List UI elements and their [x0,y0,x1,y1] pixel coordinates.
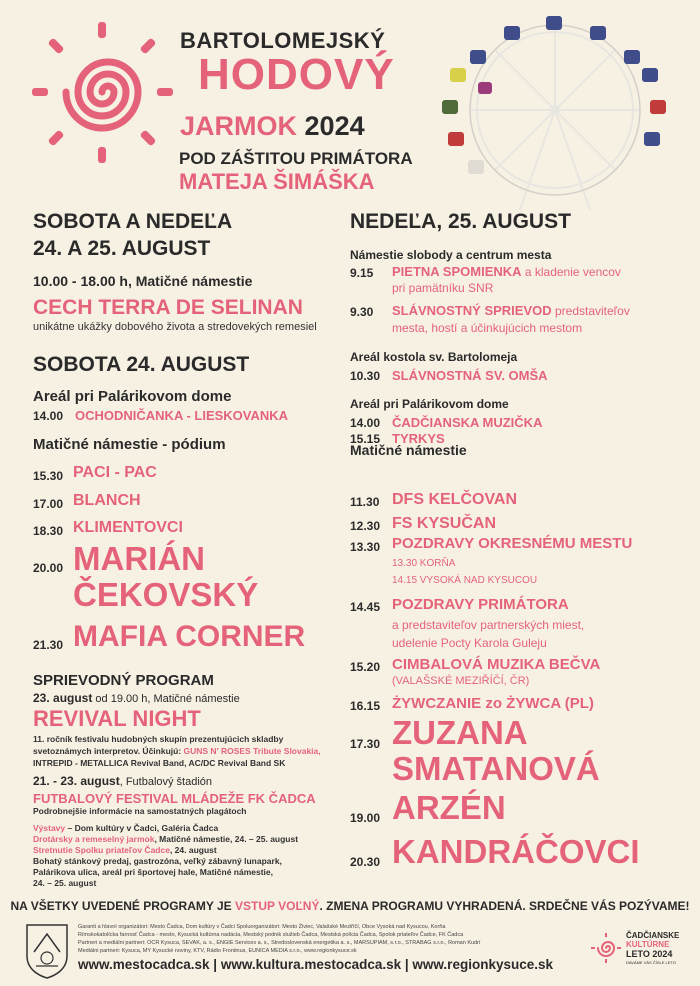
header-line4: POD ZÁŠTITOU PRIMÁTORA [179,149,413,168]
maticne-time: 13.30 [350,540,381,554]
other-line-1 [33,824,218,833]
act-name: MARIÁN [73,540,205,577]
maticne-sub: (VALAŠSKÉ MEZIŘÍČÍ, ČR) [392,675,530,687]
header-line5: MATEJA ŠIMÁŠKA [179,169,375,194]
act-time: 20.00 [33,561,64,575]
weekend-desc: unikátne ukážky dobového života a stredovekých remesiel [33,321,317,333]
revival-place: od 19.00 h, Matičné námestie [92,693,240,705]
maticne-act: ARZÉN [392,789,506,826]
maticne-act: ZUZANA [392,714,528,751]
act-name: MAFIA CORNER [73,620,306,653]
footer-links[interactable]: www.mestocadca.sk | www.kultura.mestocadca.sk | www.regionkysuce.sk [78,957,553,972]
sunday-act: TYRKYS [392,431,445,446]
venue-palarik: Areál pri Palárikovom dome [33,388,232,405]
football-date: 21. - 23. august [33,774,120,788]
sunday-act: SLÁVNOSTNÝ SPRIEVOD [392,303,552,318]
other-line-6: 24. – 25. august [33,878,97,888]
sunday-time: 9.30 [350,305,374,319]
saturday-title: SOBOTA 24. AUGUST [33,353,250,376]
sun-logo-icon [30,20,175,165]
other-3a: Stretnutie Spolku priateľov Čadce [33,845,170,855]
maticne-time: 17.30 [350,737,381,751]
maticne-sub: 14.15 VYSOKÁ NAD KYSUCOU [392,575,538,586]
sunday-item [392,265,621,278]
act-time: 15.30 [33,469,64,483]
sunday-title: NEDEĽA, 25. AUGUST [350,210,571,233]
sunday-act-rest2: pri pamätníku SNR [392,281,494,295]
sunday-time: 10.30 [350,369,381,383]
sunday-time: 9.15 [350,266,374,280]
notice-c: . ZMENA PROGRAMU VYHRADENÁ. [319,899,530,913]
header-line3 [180,113,365,140]
sunday-act-rest: a kladenie vencov [521,265,621,279]
football-desc: Podrobnejšie informácie na samostatných plagátoch [33,806,247,816]
header-jarmok: JARMOK [180,111,298,141]
football-place: , Futbalový štadión [119,776,213,788]
revival-desc-2a: svetoznámych interpretov. Účinkujú: [33,746,184,756]
maticne-act: KANDRÁČOVCI [392,833,640,870]
footer-org-3: Partneri a mediálni partneri: OCR Kysuca, SEVAK, a. s., ENGIE Services a. s., Stredoslovenská energetika a. s., MARSUPIAM, s.r.o., STRABAG s.r.o., Roman Kudrí [78,940,481,946]
maticne-time: 14.45 [350,600,381,614]
weekend-title-2: 24. A 25. AUGUST [33,237,211,260]
football-title: FUTBALOVÝ FESTIVAL MLÁDEŽE FK ČADCA [33,791,316,806]
venue-palarik-sunday: Areál pri Palárikovom dome [350,397,509,411]
notice-b: VSTUP VOĽNÝ [235,899,320,913]
other-2b: , Matičné námestie, 24. – 25. august [154,834,299,844]
maticne-time: 15.20 [350,660,381,674]
other-1a: Výstavy [33,823,66,833]
other-2a: Drotársky a remeselný jarmok [33,834,155,844]
sunday-item [392,304,630,317]
other-line-5: Palárikova ulica, areál pri športovej hale, Matičné námestie, [33,867,273,877]
maticne-sub: udelenie Pocty Karola Guleju [392,636,547,650]
coat-of-arms-icon [24,922,70,980]
revival-desc-2 [33,747,321,756]
act-time: 21.30 [33,638,64,652]
sunday-time: 15.15 [350,432,381,446]
maticne-act: POZDRAVY PRIMÁTORA [392,596,569,613]
maticne-sub: 13.30 KORŇA [392,558,456,569]
maticne-time: 12.30 [350,519,381,533]
maticne-act: CIMBALOVÁ MUZIKA BEČVA [392,656,601,673]
ferris-wheel-illustration [420,10,690,210]
act-name-line2: ČEKOVSKÝ [73,576,259,613]
header-year: 2024 [304,111,365,141]
venue-palarik-act: OCHODNIČANKA - LIESKOVANKA [75,408,289,423]
footer-notice [0,900,700,912]
venue-namestie: Námestie slobody a centrum mesta [350,248,552,262]
culture-summer-sun-icon [590,932,622,964]
football-when [33,775,212,788]
header-line1: BARTOLOMEJSKÝ [180,28,386,53]
act-name: BLANCH [73,492,141,509]
other-line-2 [33,835,298,844]
notice-d: SRDEČNE VÁS POZÝVAME! [529,899,690,913]
logo-line-1: ČADČIANSKE [626,931,680,940]
other-3b: , 24. august [169,845,217,855]
sunday-act-rest2: mesta, hostí a účinkujúcich mestom [392,321,583,335]
notice-a: NA VŠETKY UVEDENÉ PROGRAMY JE [10,899,235,913]
other-1b: – Dom kultúry v Čadci, Galéria Čadca [65,823,219,833]
maticne-act-line2: SMATANOVÁ [392,750,600,787]
maticne-act: DFS KELČOVAN [392,491,518,508]
sunday-act: ČADČIANSKA MUZIČKA [392,415,543,430]
sunday-act: PIETNA SPOMIENKA [392,264,522,279]
other-line-3 [33,846,217,855]
revival-title: REVIVAL NIGHT [33,706,201,731]
header-title: HODOVÝ [198,50,395,99]
footer-org-4: Mediálni partneri: Kysuca, MY Kysucké noviny, KTV, Rádio Frontinus, EUNICA MEDIA s.r.o., www.regionkysuce.sk [78,948,357,954]
sunday-time: 14.00 [350,416,381,430]
revival-date: 23. august [33,691,93,705]
maticne-sub: a predstaviteľov partnerských miest, [392,618,585,632]
maticne-act: ŻYWCZANIE zo ŻYWCA (PL) [392,695,594,712]
revival-desc-3: INTREPID - METALLICA Revival Band, AC/DC Revival Band SK [33,758,286,768]
venue-maticne-sunday: Matičné námestie [350,442,467,458]
escort-title: SPRIEVODNÝ PROGRAM [33,672,214,689]
venue-palarik-time: 14.00 [33,409,64,423]
other-line-4: Bohatý stánkový predaj, gastrozóna, veľký zábavný lunapark, [33,856,282,866]
sunday-act: SLÁVNOSTNÁ SV. OMŠA [392,368,548,383]
revival-when [33,692,240,705]
venue-maticne: Matičné námestie - pódium [33,436,226,453]
revival-desc-1: 11. ročník festivalu hudobných skupín prezentujúcich skladby [33,734,284,744]
sunday-act-rest: predstaviteľov [551,304,630,318]
logo-line-2: KULTÚRNE [626,940,670,949]
act-time: 17.00 [33,497,64,511]
act-name: PACI - PAC [73,464,157,481]
maticne-time: 16.15 [350,699,381,713]
maticne-time: 11.30 [350,495,380,509]
footer-org-1: Garanti a hlavní organizátori: Mesto Čadca, Dom kultúry v Čadci Spoluorganizátori: Mesto Živiec, Valašské Meziříčí, Obce Vysoká nad Kysucou, Korňa [78,924,446,930]
weekend-act: CECH TERRA DE SELINAN [33,296,303,319]
venue-kostol: Areál kostola sv. Bartolomeja [350,350,518,364]
maticne-act: FS KYSUČAN [392,515,497,532]
logo-line-3: LETO 2024 [626,949,673,959]
weekend-title-1: SOBOTA A NEDEĽA [33,210,233,233]
maticne-time: 19.00 [350,811,381,825]
logo-line-4: DAVÁME VÁS ČÍSLE LETO [626,960,676,965]
act-time: 18.30 [33,524,64,538]
footer-org-2: Rímskokatolícka farnosť Čadca - mesto, Kysucká kultúrna nadácia, Mestský podnik služieb Čadca, Mestská polícia Čadca, Spolok priateľov Čadce, FK Čadca [78,932,464,938]
act-name: KLIMENTOVCI [73,519,183,536]
revival-desc-2b: GUNS N' ROSES Tribute Slovakia, [183,746,321,756]
weekend-time: 10.00 - 18.00 h, Matičné námestie [33,273,253,289]
maticne-act: POZDRAVY OKRESNÉMU MESTU [392,535,633,552]
maticne-time: 20.30 [350,855,381,869]
